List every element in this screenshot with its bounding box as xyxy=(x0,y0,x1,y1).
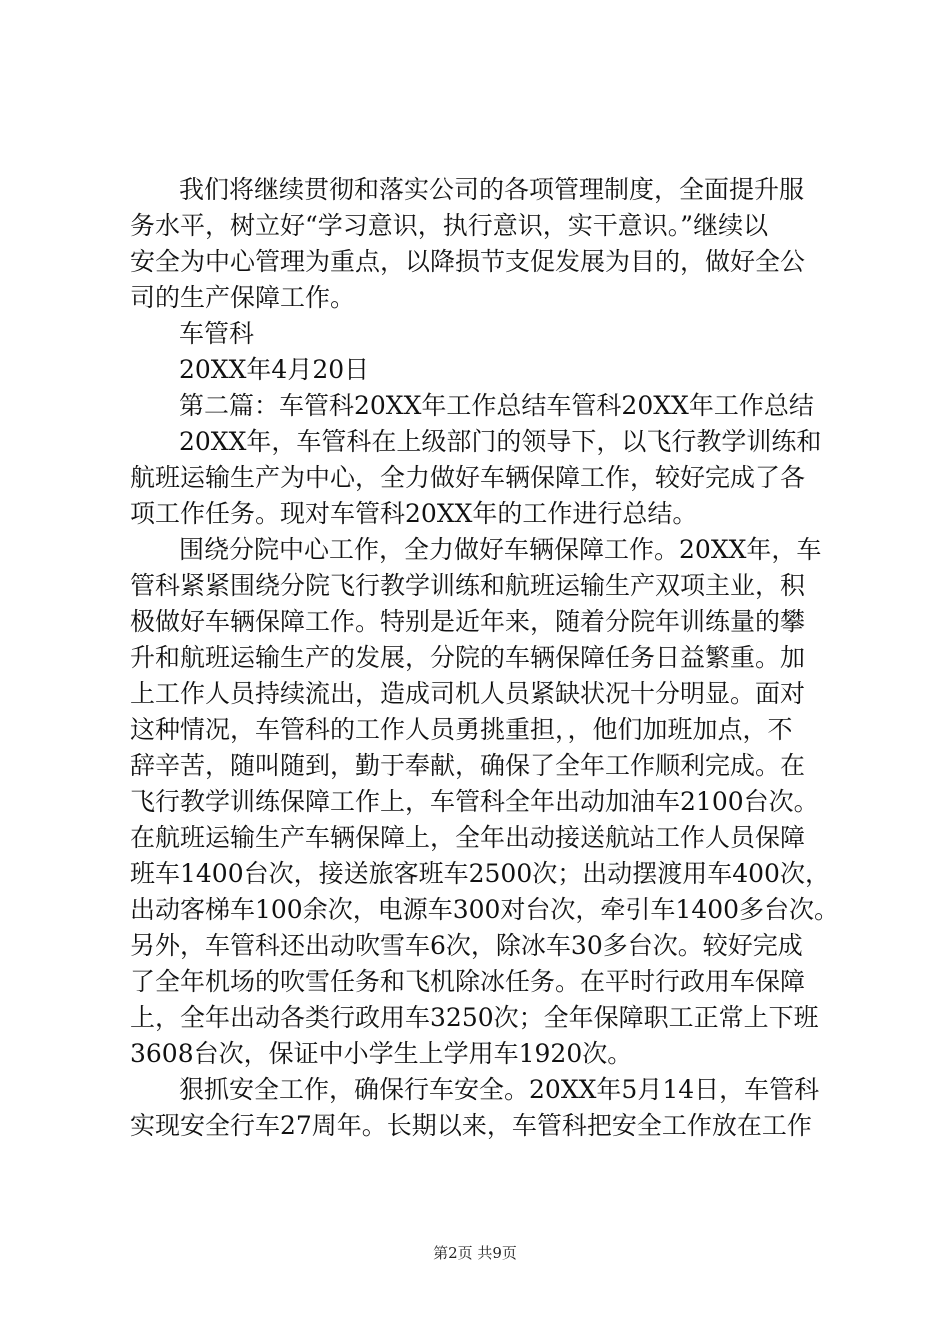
paragraph-line: 管科紧紧围绕分院飞行教学训练和航班运输生产双项主业，积 xyxy=(130,571,806,600)
paragraph-line: 围绕分院中心工作，全力做好车辆保障工作。20XX年，车 xyxy=(179,535,822,564)
paragraph-line: 升和航班运输生产的发展，分院的车辆保障任务日益繁重。加 xyxy=(130,643,806,672)
section-title: 第二篇：车管科20XX年工作总结车管科20XX年工作总结 xyxy=(179,391,814,420)
paragraph-line: 辞辛苦，随叫随到，勤于奉献，确保了全年工作顺利完成。在 xyxy=(130,751,806,780)
paragraph-line: 司的生产保障工作。 xyxy=(130,283,356,312)
paragraph-line: 项工作任务。现对车管科20XX年的工作进行总结。 xyxy=(130,499,698,528)
paragraph-line: 我们将继续贯彻和落实公司的各项管理制度，全面提升服 xyxy=(179,175,805,204)
paragraph-line: 安全为中心管理为重点，以降损节支促发展为目的，做好全公 xyxy=(130,247,806,276)
paragraph-line: 航班运输生产为中心，全力做好车辆保障工作，较好完成了各 xyxy=(130,463,806,492)
page-footer: 第2页 共9页 xyxy=(433,1244,517,1262)
paragraph-line: 实现安全行车27周年。长期以来，车管科把安全工作放在工作 xyxy=(130,1111,812,1140)
paragraph-line: 狠抓安全工作，确保行车安全。20XX年5月14日，车管科 xyxy=(179,1075,820,1104)
paragraph-line: 极做好车辆保障工作。特别是近年来，随着分院年训练量的攀 xyxy=(130,607,806,636)
paragraph-line: 这种情况，车管科的工作人员勇挑重担，，他们加班加点，不 xyxy=(130,715,793,744)
paragraph-line: 了全年机场的吹雪任务和飞机除冰任务。在平时行政用车保障 xyxy=(130,967,806,996)
paragraph-line: 班车1400台次，接送旅客班车2500次；出动摆渡用车400次， xyxy=(130,859,830,888)
paragraph-line: 务水平，树立好“学习意识，执行意识，实干意识。”继续以 xyxy=(130,211,769,240)
paragraph-line: 上，全年出动各类行政用车3250次；全年保障职工正常上下班 xyxy=(130,1003,819,1032)
department-name: 车管科 xyxy=(179,319,255,348)
paragraph-line: 20XX年，车管科在上级部门的领导下，以飞行教学训练和 xyxy=(179,427,822,456)
document-date: 20XX年4月20日 xyxy=(179,355,370,384)
paragraph-line: 飞行教学训练保障工作上，车管科全年出动加油车2100台次。 xyxy=(130,787,819,816)
paragraph-line: 出动客梯车100余次，电源车300对台次，牵引车1400多台次。 xyxy=(130,895,840,924)
paragraph-line: 3608台次，保证中小学生上学用车1920次。 xyxy=(130,1039,633,1068)
paragraph-line: 另外，车管科还出动吹雪车6次，除冰车30多台次。较好完成 xyxy=(130,931,803,960)
paragraph-line: 在航班运输生产车辆保障上，全年出动接送航站工作人员保障 xyxy=(130,823,806,852)
paragraph-line: 上工作人员持续流出，造成司机人员紧缺状况十分明显。面对 xyxy=(130,679,806,708)
